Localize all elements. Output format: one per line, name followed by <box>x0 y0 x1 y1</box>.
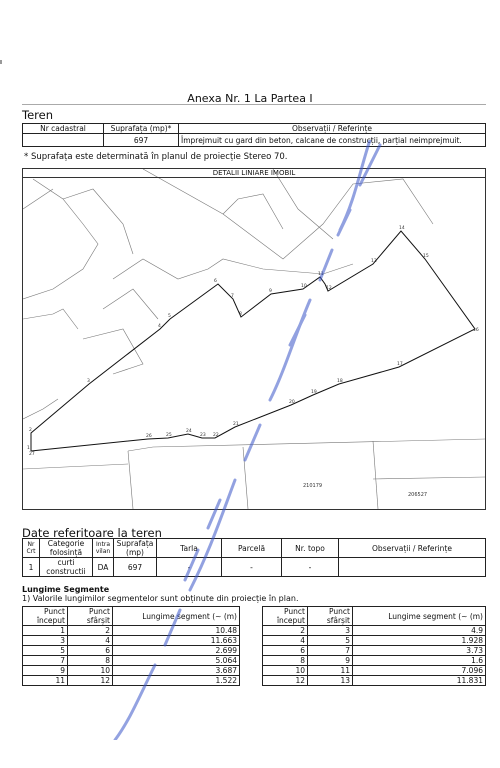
segment-length: 3.73 <box>353 646 486 656</box>
date-ref-header-categorie: Categorie folosință <box>40 539 93 558</box>
segment-start: 12 <box>263 676 308 686</box>
segment-end: 5 <box>308 636 353 646</box>
segment-end: 12 <box>68 676 113 686</box>
page-edge-mark <box>0 60 2 64</box>
teren-header-cadastral: Nr cadastral <box>23 124 104 134</box>
segment-length: 2.699 <box>113 646 240 656</box>
date-ref-cell-intravilan: DA <box>93 558 114 577</box>
segment-length: 4.9 <box>353 626 486 636</box>
date-ref-cell-tarla: - <box>157 558 222 577</box>
teren-header-observatii: Observații / Referințe <box>179 124 486 134</box>
vertex-label: 14 <box>399 226 405 231</box>
parcel-label-210179: 210179 <box>303 483 323 489</box>
teren-footnote: * Suprafața este determinată în planul de proiecție Stereo 70. <box>24 152 288 162</box>
segment-length: 7.096 <box>353 666 486 676</box>
segment-length: 10.48 <box>113 626 240 636</box>
teren-header-suprafata: Suprafața (mp)* <box>104 124 179 134</box>
vertex-label: 12 <box>326 286 332 291</box>
vertex-label: 10 <box>301 284 307 289</box>
vertex-label: 24 <box>186 429 192 434</box>
vertex-label: 22 <box>213 433 219 438</box>
date-ref-header-suprafata: Suprafața (mp) <box>114 539 157 558</box>
parcel-label-206527: 206527 <box>408 492 428 498</box>
segment-length: 3.687 <box>113 666 240 676</box>
watermark-stamp <box>70 140 430 740</box>
segment-length: 11.831 <box>353 676 486 686</box>
vertex-label: 8 <box>239 312 242 317</box>
segments-title: Lungime Segmente <box>22 585 110 594</box>
segment-end: 4 <box>68 636 113 646</box>
segment-start: 11 <box>23 676 68 686</box>
date-ref-cell-nr: 1 <box>23 558 40 577</box>
segments-subtitle: 1) Valorile lungimilor segmentelor sunt obținute din proiecție în plan. <box>22 594 299 603</box>
segments-left-header-sfarsit: Punct sfârșit <box>68 607 113 626</box>
segments-right-header-sfarsit: Punct sfârșit <box>308 607 353 626</box>
vertex-label: 27 <box>29 452 35 457</box>
date-ref-cell-categorie: curti constructii <box>40 558 93 577</box>
segment-length: 1.6 <box>353 656 486 666</box>
segment-length: 11.663 <box>113 636 240 646</box>
segment-length: 5.064 <box>113 656 240 666</box>
segment-length: 1.522 <box>113 676 240 686</box>
vertex-label: 11 <box>318 272 324 277</box>
date-ref-header-tarla: Tarla <box>157 539 222 558</box>
segment-start: 5 <box>23 646 68 656</box>
segment-end: 3 <box>308 626 353 636</box>
date-ref-header-observatii: Observații / Referințe <box>339 539 486 558</box>
segment-end: 9 <box>308 656 353 666</box>
segment-start: 3 <box>23 636 68 646</box>
segment-start: 8 <box>263 656 308 666</box>
vertex-label: 4 <box>158 324 161 329</box>
vertex-label: 13 <box>371 259 377 264</box>
vertex-label: 23 <box>200 433 206 438</box>
date-ref-header-nr: Nr Crt <box>23 539 40 558</box>
date-ref-header-parcela: Parcelă <box>222 539 282 558</box>
vertex-label: 9 <box>269 289 272 294</box>
segment-start: 6 <box>263 646 308 656</box>
segment-start: 9 <box>23 666 68 676</box>
segment-end: 6 <box>68 646 113 656</box>
vertex-label: 7 <box>231 294 234 299</box>
segments-right-header-lungime: Lungime segment (~ (m) <box>353 607 486 626</box>
segment-length: 1.928 <box>353 636 486 646</box>
vertex-label: 18 <box>337 379 343 384</box>
teren-cell-observatii: Împrejmuit cu gard din beton, calcane de construcții, parțial neimprejmuit. <box>179 134 486 147</box>
date-ref-cell-nrtopo: - <box>282 558 339 577</box>
vertex-label: 21 <box>233 422 239 427</box>
segment-end: 11 <box>308 666 353 676</box>
map-header: DETALII LINIARE IMOBIL <box>22 168 486 178</box>
date-ref-header-intravilan: Intra vilan <box>93 539 114 558</box>
segment-end: 8 <box>68 656 113 666</box>
segments-left-header-lungime: Lungime segment (~ (m) <box>113 607 240 626</box>
segment-start: 7 <box>23 656 68 666</box>
vertex-label: 19 <box>311 390 317 395</box>
segment-start: 4 <box>263 636 308 646</box>
date-ref-cell-suprafata: 697 <box>114 558 157 577</box>
vertex-label: 15 <box>423 254 429 259</box>
segment-end: 10 <box>68 666 113 676</box>
vertex-label: 25 <box>166 433 172 438</box>
vertex-label: 2 <box>29 428 32 433</box>
vertex-label: 3 <box>87 379 90 384</box>
vertex-label: 5 <box>168 314 171 319</box>
segments-left-header-inceput: Punct început <box>23 607 68 626</box>
teren-cell-suprafata: 697 <box>104 134 179 147</box>
segment-start: 10 <box>263 666 308 676</box>
teren-title: Teren <box>22 108 53 122</box>
date-ref-title: Date referitoare la teren <box>22 526 162 540</box>
segments-right-header-inceput: Punct început <box>263 607 308 626</box>
date-ref-header-nrtopo: Nr. topo <box>282 539 339 558</box>
segment-start: 1 <box>23 626 68 636</box>
segment-end: 13 <box>308 676 353 686</box>
vertex-label: 17 <box>397 362 403 367</box>
teren-header-row <box>23 124 486 134</box>
annex-title: Anexa Nr. 1 La Partea I <box>187 92 313 105</box>
segment-end: 2 <box>68 626 113 636</box>
segment-end: 7 <box>308 646 353 656</box>
vertex-label: 1 <box>27 446 30 451</box>
vertex-label: 6 <box>214 279 217 284</box>
segment-start: 2 <box>263 626 308 636</box>
vertex-label: 16 <box>473 328 479 333</box>
date-ref-cell-parcela: - <box>222 558 282 577</box>
vertex-label: 26 <box>146 434 152 439</box>
vertex-label: 20 <box>289 400 295 405</box>
